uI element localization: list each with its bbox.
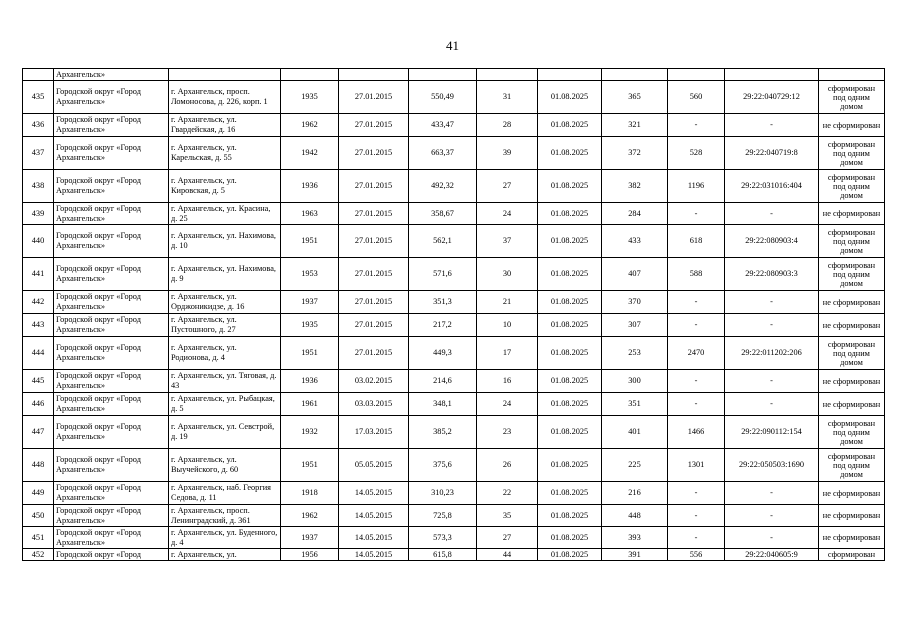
- recognition-date-cell: 27.01.2015: [339, 337, 409, 370]
- recognition-date-cell: 14.05.2015: [339, 527, 409, 549]
- municipality-cell: Городской округ «Город Архангельск»: [54, 114, 169, 137]
- planned-date-cell: 01.08.2025: [538, 258, 602, 291]
- address-cell: г. Архангельск, ул. Красина, д. 25: [169, 203, 281, 225]
- cadastral-number-cell: 29:22:080903:3: [725, 258, 819, 291]
- municipality-cell: Городской округ «Город Архангельск»: [54, 81, 169, 114]
- table-row: [23, 370, 885, 393]
- table-body: [23, 69, 885, 561]
- recognition-date-cell: 14.05.2015: [339, 549, 409, 561]
- land-area-cell: -: [668, 291, 725, 314]
- recognition-date-cell: 17.03.2015: [339, 416, 409, 449]
- table-row: [23, 69, 885, 81]
- residents-cell: 24: [477, 393, 538, 416]
- municipality-cell: Городской округ «Город Архангельск»: [54, 258, 169, 291]
- address-cell: г. Архангельск, ул. Орджоникидзе, д. 16: [169, 291, 281, 314]
- build-year-cell: 1951: [281, 225, 339, 258]
- table-row: [23, 482, 885, 505]
- build-year-cell: 1935: [281, 314, 339, 337]
- municipality-cell: Городской округ «Город Архангельск»: [54, 449, 169, 482]
- residents-cell: 27: [477, 170, 538, 203]
- municipality-cell: Городской округ «Город: [54, 549, 169, 561]
- value-cell: 448: [602, 505, 668, 527]
- land-area-cell: -: [668, 505, 725, 527]
- row-number: 450: [23, 505, 54, 527]
- land-status-cell: сформирован под одним домом: [819, 170, 885, 203]
- row-number: 439: [23, 203, 54, 225]
- row-number: [23, 69, 54, 81]
- land-status-cell: не сформирован: [819, 370, 885, 393]
- value-cell: 433: [602, 225, 668, 258]
- land-area-cell: 1466: [668, 416, 725, 449]
- land-status-cell: не сформирован: [819, 505, 885, 527]
- area-cell: 348,1: [409, 393, 477, 416]
- recognition-date-cell: [339, 69, 409, 81]
- page-number: 41: [446, 38, 459, 53]
- recognition-date-cell: 03.02.2015: [339, 370, 409, 393]
- table-row: [23, 416, 885, 449]
- address-cell: г. Архангельск, ул. Севстрой, д. 19: [169, 416, 281, 449]
- land-status-cell: сформирован под одним домом: [819, 81, 885, 114]
- table-row: [23, 337, 885, 370]
- land-area-cell: 1301: [668, 449, 725, 482]
- build-year-cell: 1937: [281, 527, 339, 549]
- land-status-cell: не сформирован: [819, 482, 885, 505]
- cadastral-number-cell: 29:22:090112:154: [725, 416, 819, 449]
- land-area-cell: 528: [668, 137, 725, 170]
- municipality-cell: Городской округ «Город Архангельск»: [54, 527, 169, 549]
- recognition-date-cell: 14.05.2015: [339, 505, 409, 527]
- table-row: [23, 258, 885, 291]
- row-number: 446: [23, 393, 54, 416]
- cadastral-number-cell: -: [725, 370, 819, 393]
- build-year-cell: 1937: [281, 291, 339, 314]
- planned-date-cell: 01.08.2025: [538, 225, 602, 258]
- row-number: 435: [23, 81, 54, 114]
- recognition-date-cell: 27.01.2015: [339, 170, 409, 203]
- area-cell: 562,1: [409, 225, 477, 258]
- cadastral-number-cell: 29:22:040605:9: [725, 549, 819, 561]
- planned-date-cell: 01.08.2025: [538, 505, 602, 527]
- planned-date-cell: 01.08.2025: [538, 291, 602, 314]
- land-area-cell: 1196: [668, 170, 725, 203]
- value-cell: 401: [602, 416, 668, 449]
- build-year-cell: 1963: [281, 203, 339, 225]
- land-status-cell: не сформирован: [819, 114, 885, 137]
- land-area-cell: -: [668, 114, 725, 137]
- address-cell: г. Архангельск, просп. Ленинградский, д. 361: [169, 505, 281, 527]
- municipality-cell: Архангельск»: [54, 69, 169, 81]
- land-status-cell: сформирован под одним домом: [819, 337, 885, 370]
- row-number: 445: [23, 370, 54, 393]
- land-status-cell: [819, 69, 885, 81]
- residents-cell: 22: [477, 482, 538, 505]
- recognition-date-cell: 05.05.2015: [339, 449, 409, 482]
- land-status-cell: не сформирован: [819, 527, 885, 549]
- land-area-cell: -: [668, 314, 725, 337]
- cadastral-number-cell: -: [725, 314, 819, 337]
- cadastral-number-cell: -: [725, 393, 819, 416]
- area-cell: [409, 69, 477, 81]
- build-year-cell: 1932: [281, 416, 339, 449]
- recognition-date-cell: 27.01.2015: [339, 291, 409, 314]
- row-number: 438: [23, 170, 54, 203]
- residents-cell: 16: [477, 370, 538, 393]
- area-cell: 550,49: [409, 81, 477, 114]
- build-year-cell: 1962: [281, 505, 339, 527]
- build-year-cell: 1918: [281, 482, 339, 505]
- row-number: 437: [23, 137, 54, 170]
- residents-cell: 17: [477, 337, 538, 370]
- build-year-cell: 1936: [281, 370, 339, 393]
- land-status-cell: сформирован под одним домом: [819, 449, 885, 482]
- row-number: 447: [23, 416, 54, 449]
- housing-registry-table: [22, 68, 885, 561]
- planned-date-cell: 01.08.2025: [538, 137, 602, 170]
- cadastral-number-cell: 29:22:040729:12: [725, 81, 819, 114]
- planned-date-cell: 01.08.2025: [538, 337, 602, 370]
- address-cell: г. Архангельск, ул. Карельская, д. 55: [169, 137, 281, 170]
- recognition-date-cell: 14.05.2015: [339, 482, 409, 505]
- address-cell: г. Архангельск, ул. Гвардейская, д. 16: [169, 114, 281, 137]
- build-year-cell: 1961: [281, 393, 339, 416]
- table-row: [23, 291, 885, 314]
- recognition-date-cell: 27.01.2015: [339, 314, 409, 337]
- value-cell: [602, 69, 668, 81]
- table-row: [23, 225, 885, 258]
- residents-cell: 23: [477, 416, 538, 449]
- planned-date-cell: 01.08.2025: [538, 203, 602, 225]
- row-number: 449: [23, 482, 54, 505]
- table-row: [23, 203, 885, 225]
- table-row: [23, 393, 885, 416]
- municipality-cell: Городской округ «Город Архангельск»: [54, 314, 169, 337]
- municipality-cell: Городской округ «Город Архангельск»: [54, 393, 169, 416]
- residents-cell: 39: [477, 137, 538, 170]
- residents-cell: [477, 69, 538, 81]
- row-number: 441: [23, 258, 54, 291]
- area-cell: 385,2: [409, 416, 477, 449]
- recognition-date-cell: 27.01.2015: [339, 114, 409, 137]
- land-status-cell: сформирован под одним домом: [819, 137, 885, 170]
- row-number: 443: [23, 314, 54, 337]
- land-status-cell: не сформирован: [819, 203, 885, 225]
- cadastral-number-cell: -: [725, 482, 819, 505]
- residents-cell: 27: [477, 527, 538, 549]
- recognition-date-cell: 27.01.2015: [339, 203, 409, 225]
- cadastral-number-cell: -: [725, 527, 819, 549]
- cadastral-number-cell: -: [725, 291, 819, 314]
- planned-date-cell: 01.08.2025: [538, 449, 602, 482]
- land-status-cell: не сформирован: [819, 314, 885, 337]
- land-area-cell: 560: [668, 81, 725, 114]
- value-cell: 382: [602, 170, 668, 203]
- row-number: 444: [23, 337, 54, 370]
- planned-date-cell: 01.08.2025: [538, 114, 602, 137]
- address-cell: г. Архангельск, ул. Буденного, д. 4: [169, 527, 281, 549]
- area-cell: 725,8: [409, 505, 477, 527]
- address-cell: г. Архангельск, ул. Кировская, д. 5: [169, 170, 281, 203]
- value-cell: 393: [602, 527, 668, 549]
- build-year-cell: 1936: [281, 170, 339, 203]
- area-cell: 351,3: [409, 291, 477, 314]
- table-row: [23, 170, 885, 203]
- address-cell: г. Архангельск, ул. Пустошного, д. 27: [169, 314, 281, 337]
- value-cell: 407: [602, 258, 668, 291]
- build-year-cell: 1951: [281, 449, 339, 482]
- table-row: [23, 137, 885, 170]
- land-status-cell: не сформирован: [819, 291, 885, 314]
- area-cell: 214,6: [409, 370, 477, 393]
- land-area-cell: -: [668, 203, 725, 225]
- planned-date-cell: 01.08.2025: [538, 370, 602, 393]
- recognition-date-cell: 03.03.2015: [339, 393, 409, 416]
- value-cell: 365: [602, 81, 668, 114]
- land-area-cell: 588: [668, 258, 725, 291]
- cadastral-number-cell: 29:22:080903:4: [725, 225, 819, 258]
- land-area-cell: -: [668, 393, 725, 416]
- row-number: 440: [23, 225, 54, 258]
- area-cell: 433,47: [409, 114, 477, 137]
- municipality-cell: Городской округ «Город Архангельск»: [54, 170, 169, 203]
- value-cell: 284: [602, 203, 668, 225]
- build-year-cell: 1951: [281, 337, 339, 370]
- value-cell: 351: [602, 393, 668, 416]
- land-status-cell: не сформирован: [819, 393, 885, 416]
- cadastral-number-cell: -: [725, 505, 819, 527]
- value-cell: 321: [602, 114, 668, 137]
- address-cell: [169, 69, 281, 81]
- planned-date-cell: 01.08.2025: [538, 527, 602, 549]
- value-cell: 307: [602, 314, 668, 337]
- build-year-cell: 1962: [281, 114, 339, 137]
- land-area-cell: 618: [668, 225, 725, 258]
- residents-cell: 24: [477, 203, 538, 225]
- land-area-cell: 556: [668, 549, 725, 561]
- land-status-cell: сформирован под одним домом: [819, 416, 885, 449]
- planned-date-cell: 01.08.2025: [538, 170, 602, 203]
- planned-date-cell: 01.08.2025: [538, 482, 602, 505]
- value-cell: 372: [602, 137, 668, 170]
- build-year-cell: 1953: [281, 258, 339, 291]
- municipality-cell: Городской округ «Город Архангельск»: [54, 225, 169, 258]
- municipality-cell: Городской округ «Город Архангельск»: [54, 291, 169, 314]
- recognition-date-cell: 27.01.2015: [339, 258, 409, 291]
- address-cell: г. Архангельск, ул.: [169, 549, 281, 561]
- municipality-cell: Городской округ «Город Архангельск»: [54, 137, 169, 170]
- address-cell: г. Архангельск, просп. Ломоносова, д. 226, корп. 1: [169, 81, 281, 114]
- municipality-cell: Городской округ «Город Архангельск»: [54, 482, 169, 505]
- cadastral-number-cell: 29:22:040719:8: [725, 137, 819, 170]
- table-row: [23, 505, 885, 527]
- table-row: [23, 549, 885, 561]
- address-cell: г. Архангельск, ул. Нахимова, д. 10: [169, 225, 281, 258]
- planned-date-cell: 01.08.2025: [538, 314, 602, 337]
- cadastral-number-cell: [725, 69, 819, 81]
- cadastral-number-cell: 29:22:031016:404: [725, 170, 819, 203]
- municipality-cell: Городской округ «Город Архангельск»: [54, 505, 169, 527]
- municipality-cell: Городской округ «Город Архангельск»: [54, 370, 169, 393]
- area-cell: 571,6: [409, 258, 477, 291]
- cadastral-number-cell: -: [725, 203, 819, 225]
- area-cell: 449,3: [409, 337, 477, 370]
- cadastral-number-cell: -: [725, 114, 819, 137]
- address-cell: г. Архангельск, ул. Тяговая, д. 43: [169, 370, 281, 393]
- land-status-cell: сформирован под одним домом: [819, 225, 885, 258]
- planned-date-cell: 01.08.2025: [538, 81, 602, 114]
- land-area-cell: -: [668, 527, 725, 549]
- value-cell: 370: [602, 291, 668, 314]
- land-status-cell: сформирован под одним домом: [819, 258, 885, 291]
- area-cell: 217,2: [409, 314, 477, 337]
- row-number: 451: [23, 527, 54, 549]
- table-row: [23, 527, 885, 549]
- value-cell: 300: [602, 370, 668, 393]
- planned-date-cell: 01.08.2025: [538, 549, 602, 561]
- address-cell: г. Архангельск, ул. Рыбацкая, д. 5: [169, 393, 281, 416]
- table-row: [23, 114, 885, 137]
- residents-cell: 35: [477, 505, 538, 527]
- table-row: [23, 81, 885, 114]
- residents-cell: 26: [477, 449, 538, 482]
- table-row: [23, 449, 885, 482]
- municipality-cell: Городской округ «Город Архангельск»: [54, 416, 169, 449]
- residents-cell: 44: [477, 549, 538, 561]
- area-cell: 663,37: [409, 137, 477, 170]
- area-cell: 358,67: [409, 203, 477, 225]
- area-cell: 310,23: [409, 482, 477, 505]
- address-cell: г. Архангельск, ул. Выучейского, д. 60: [169, 449, 281, 482]
- land-area-cell: -: [668, 482, 725, 505]
- recognition-date-cell: 27.01.2015: [339, 225, 409, 258]
- cadastral-number-cell: 29:22:011202:206: [725, 337, 819, 370]
- residents-cell: 30: [477, 258, 538, 291]
- area-cell: 492,32: [409, 170, 477, 203]
- value-cell: 253: [602, 337, 668, 370]
- land-area-cell: [668, 69, 725, 81]
- row-number: 436: [23, 114, 54, 137]
- build-year-cell: 1942: [281, 137, 339, 170]
- row-number: 448: [23, 449, 54, 482]
- row-number: 442: [23, 291, 54, 314]
- land-area-cell: -: [668, 370, 725, 393]
- municipality-cell: Городской округ «Город Архангельск»: [54, 337, 169, 370]
- planned-date-cell: 01.08.2025: [538, 416, 602, 449]
- address-cell: г. Архангельск, ул. Родионова, д. 4: [169, 337, 281, 370]
- land-area-cell: 2470: [668, 337, 725, 370]
- area-cell: 615,8: [409, 549, 477, 561]
- land-status-cell: сформирован: [819, 549, 885, 561]
- address-cell: г. Архангельск, ул. Нахимова, д. 9: [169, 258, 281, 291]
- value-cell: 391: [602, 549, 668, 561]
- residents-cell: 21: [477, 291, 538, 314]
- municipality-cell: Городской округ «Город Архангельск»: [54, 203, 169, 225]
- row-number: 452: [23, 549, 54, 561]
- residents-cell: 31: [477, 81, 538, 114]
- recognition-date-cell: 27.01.2015: [339, 137, 409, 170]
- value-cell: 216: [602, 482, 668, 505]
- build-year-cell: 1956: [281, 549, 339, 561]
- planned-date-cell: [538, 69, 602, 81]
- recognition-date-cell: 27.01.2015: [339, 81, 409, 114]
- cadastral-number-cell: 29:22:050503:1690: [725, 449, 819, 482]
- residents-cell: 10: [477, 314, 538, 337]
- planned-date-cell: 01.08.2025: [538, 393, 602, 416]
- residents-cell: 37: [477, 225, 538, 258]
- build-year-cell: [281, 69, 339, 81]
- area-cell: 573,3: [409, 527, 477, 549]
- build-year-cell: 1935: [281, 81, 339, 114]
- area-cell: 375,6: [409, 449, 477, 482]
- address-cell: г. Архангельск, наб. Георгия Седова, д. 11: [169, 482, 281, 505]
- residents-cell: 28: [477, 114, 538, 137]
- value-cell: 225: [602, 449, 668, 482]
- table-row: [23, 314, 885, 337]
